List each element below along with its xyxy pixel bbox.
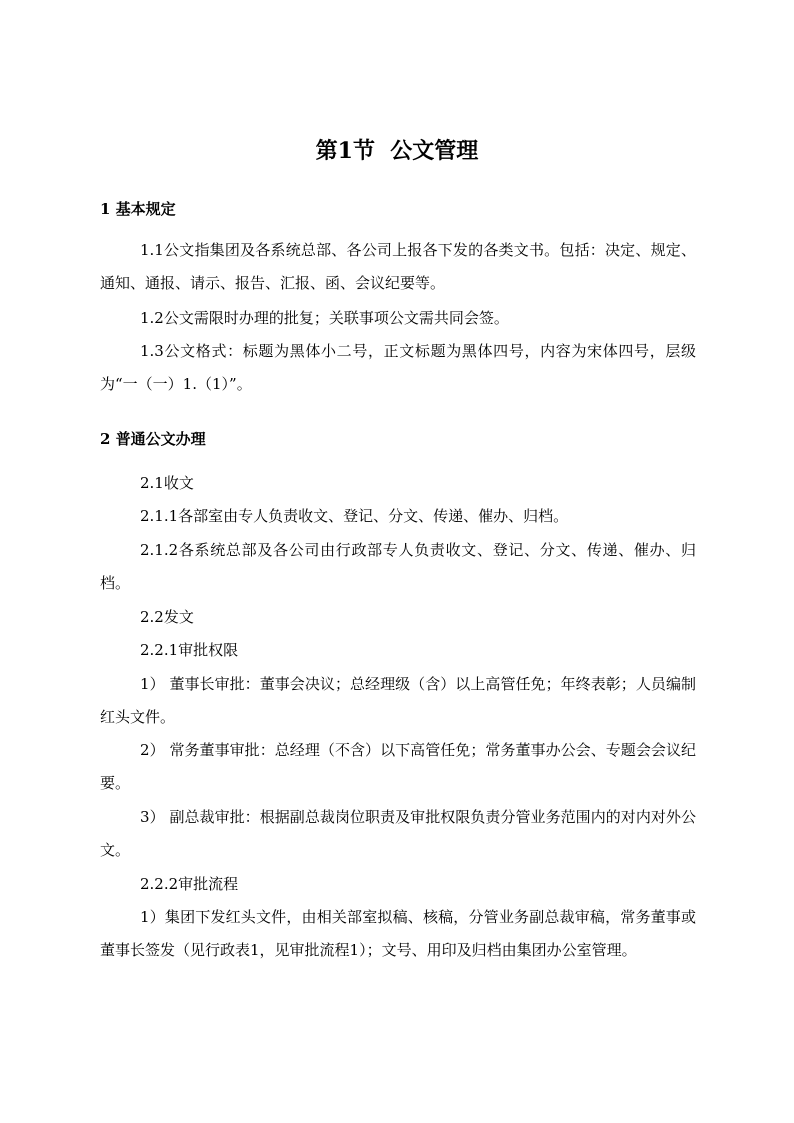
paragraph-2-1: 2.1收文 bbox=[140, 474, 194, 492]
paragraph-2-2-2: 2.2.2审批流程 bbox=[140, 875, 239, 893]
paragraph-2-2-1: 2.2.1审批权限 bbox=[140, 641, 239, 659]
list-item-approval-process: 1）集团下发红头文件，由相关部室拟稿、核稿，分管业务副总裁审稿，常务董事或董事长签发（见行政表1，见审批流程1）；文号、用印及归档由集团办公室管理。 bbox=[100, 908, 696, 959]
list-item-approval-executive-director: 2） 常务董事审批：总经理（不含）以下高管任免；常务董事办公会、专题会会议纪要。 bbox=[100, 741, 696, 792]
paragraph-1-1: 1.1公文指集团及各系统总部、各公司上报各下发的各类文书。包括：决定、规定、通知、通报、请示、报告、汇报、函、会议纪要等。 bbox=[100, 241, 696, 292]
paragraph-2-1-2: 2.1.2各系统总部及各公司由行政部专人负责收文、登记、分文、传递、催办、归档。 bbox=[100, 541, 696, 592]
list-item-approval-chairman: 1） 董事长审批：董事会决议；总经理级（含）以上高管任免；年终表彰；人员编制红头文件。 bbox=[100, 675, 696, 726]
section-heading-document-handling: 2 普通公文办理 bbox=[100, 430, 206, 448]
paragraph-1-3: 1.3公文格式：标题为黑体小二号，正文标题为黑体四号，内容为宋体四号，层级为“一（一）1.（1）”。 bbox=[100, 342, 696, 393]
list-item-approval-vice-president: 3） 副总裁审批：根据副总裁岗位职责及审批权限负责分管业务范围内的对内对外公文。 bbox=[100, 808, 696, 859]
paragraph-2-2: 2.2发文 bbox=[140, 608, 194, 626]
section-heading-basic-rules: 1 基本规定 bbox=[100, 200, 176, 218]
page-title: 第1节 公文管理 bbox=[315, 138, 479, 164]
paragraph-1-2: 1.2公文需限时办理的批复；关联事项公文需共同会签。 bbox=[140, 309, 509, 327]
paragraph-2-1-1: 2.1.1各部室由专人负责收文、登记、分文、传递、催办、归档。 bbox=[140, 507, 569, 525]
